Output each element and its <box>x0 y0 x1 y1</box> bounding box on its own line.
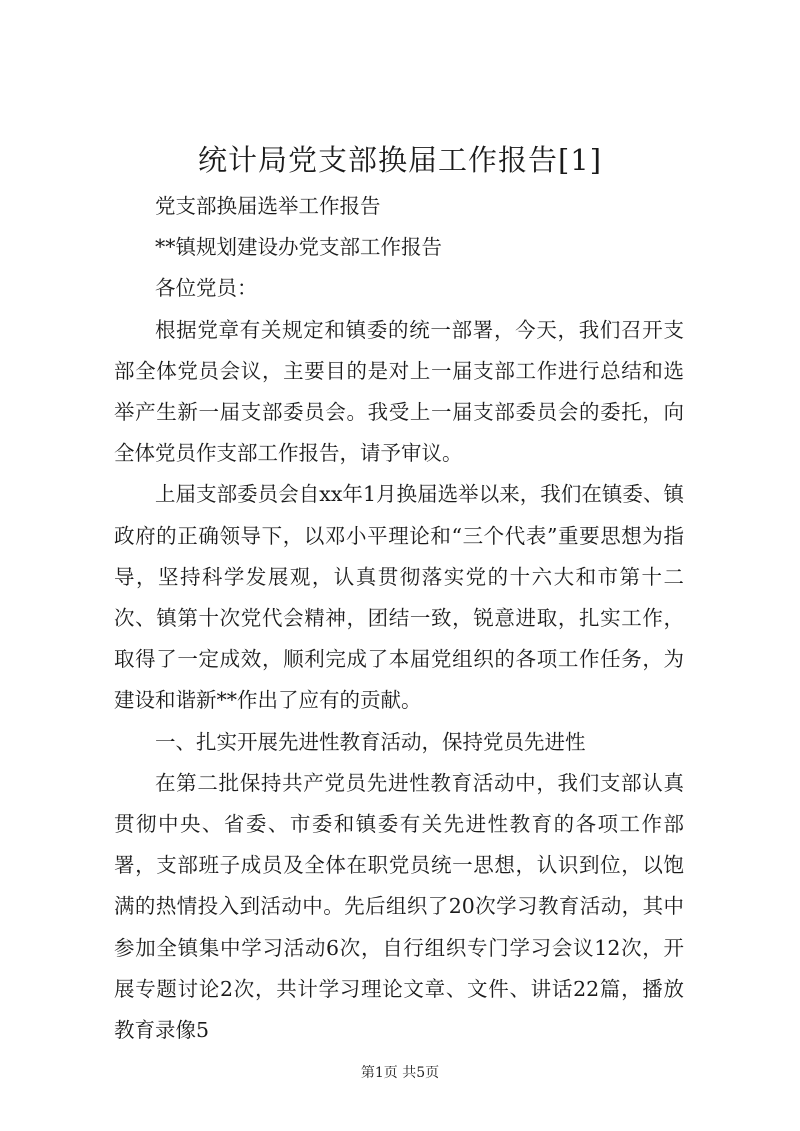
paragraph-intro: 根据党章有关规定和镇委的统一部署，今天，我们召开支部全体党员会议，主要目的是对上一届支部工作进行总结和选举产生新一届支部委员会。我受上一届支部委员会的委托，向全体党员作支部工作报告，请予审议。 <box>114 317 684 466</box>
document-title: 统计局党支部换届工作报告[1] <box>197 143 603 177</box>
paragraph-report-heading: **镇规划建设办党支部工作报告 <box>155 235 442 260</box>
paragraph-section-1: 在第二批保持共产党员先进性教育活动中，我们支部认真贯彻中央、省委、市委和镇委有关先进性教育的各项工作部署，支部班子成员及全体在职党员统一思想，认识到位，以饱满的热情投入到活动中。先后组织了20次学习教育活动，其中参加全镇集中学习活动6次，自行组织专门学习会议12次，开展专题讨论2次，共计学习理论文章、文件、讲话22篇，播放教育录像5 <box>114 770 684 1043</box>
paragraph-salutation: 各位党员： <box>155 276 258 301</box>
document-body <box>114 186 684 1051</box>
page-number-footer: 第1页 共5页 <box>360 1065 440 1081</box>
section-heading-1: 一、扎实开展先进性教育活动，保持党员先进性 <box>155 729 586 754</box>
paragraph-subtitle: 党支部换届选举工作报告 <box>155 194 381 218</box>
paragraph-summary: 上届支部委员会自xx年1月换届选举以来，我们在镇委、镇政府的正确领导下，以邓小平理论和“三个代表”重要思想为指导，坚持科学发展观，认真贯彻落实党的十六大和市第十二次、镇第十次党代会精神，团结一致，锐意进取，扎实工作，取得了一定成效，顺利完成了本届党组织的各项工作任务，为建设和谐新**作出了应有的贡献。 <box>114 482 684 713</box>
